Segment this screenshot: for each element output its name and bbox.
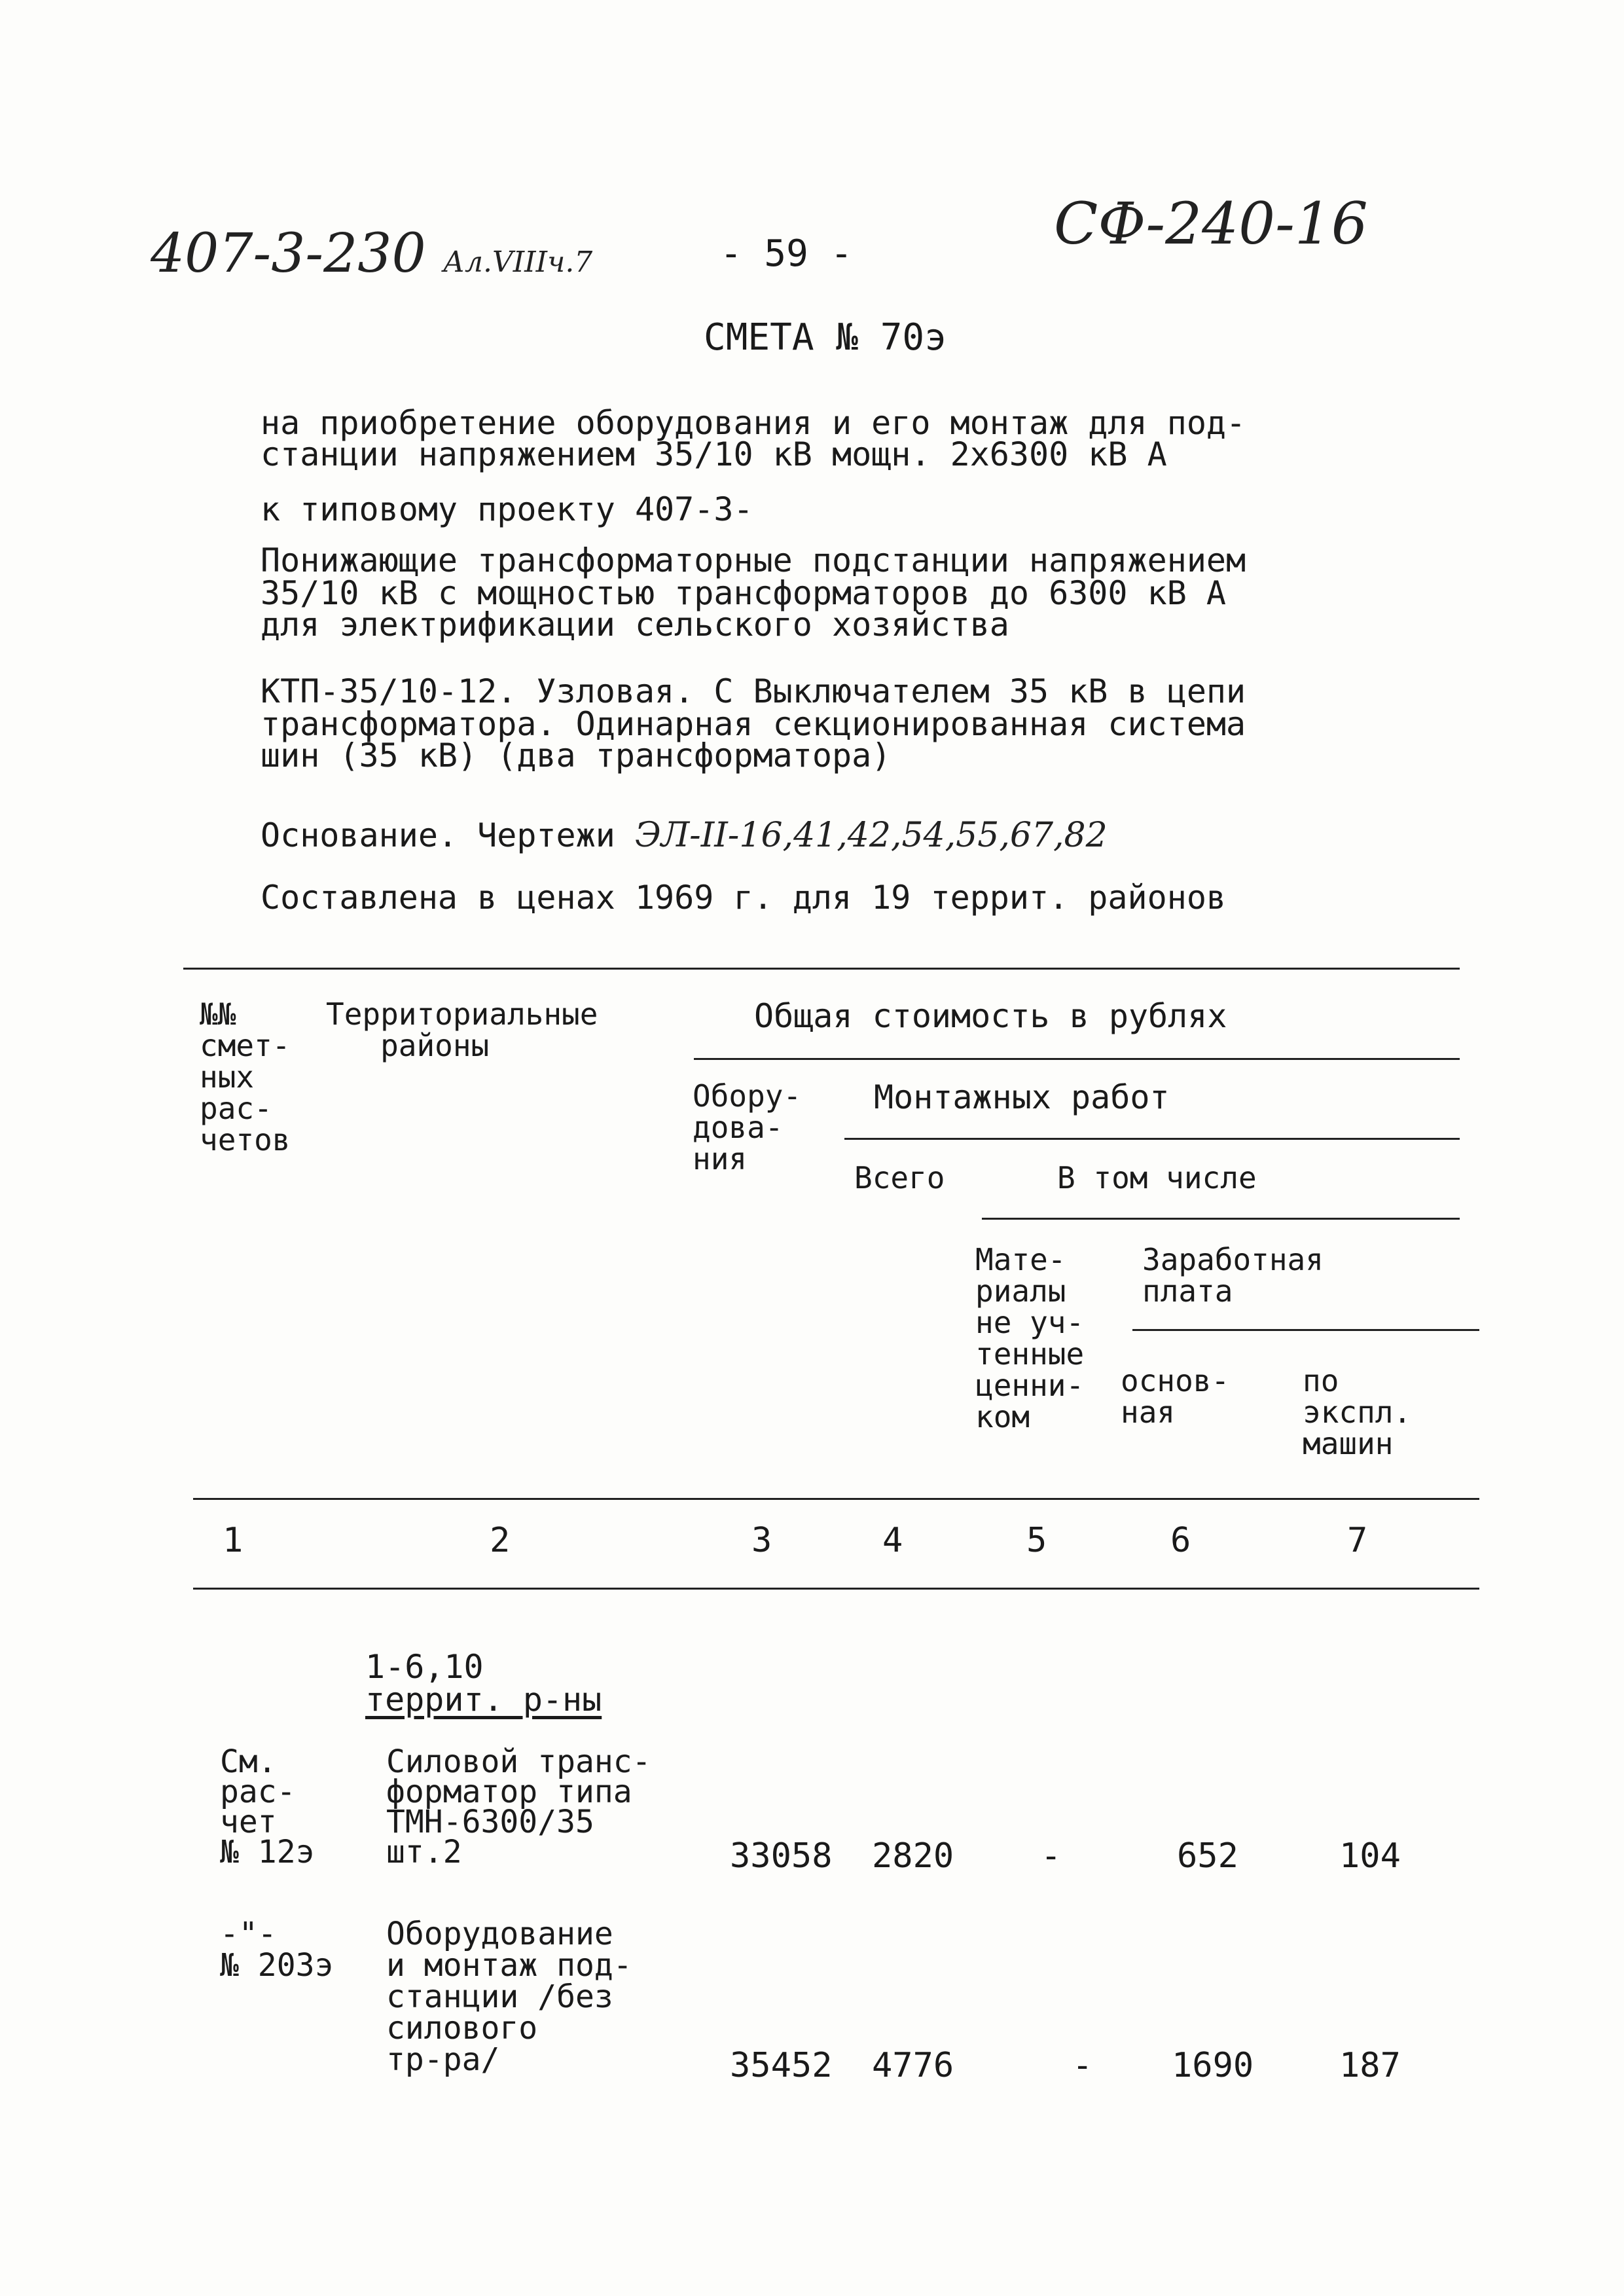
rule-under-installation bbox=[844, 1138, 1460, 1140]
left-suffix-text: Ал.VIIIч.7 bbox=[442, 246, 593, 279]
col-number-4: 4 bbox=[882, 1521, 903, 1560]
page-number: - 59 - bbox=[720, 232, 853, 275]
col-number-6: 6 bbox=[1170, 1521, 1191, 1560]
header-installation: Монтажных работ bbox=[874, 1078, 1170, 1116]
header-materials: Мате- риалы не уч- тенные ценни- ком bbox=[975, 1242, 1085, 1434]
handwritten-code-right: СФ-240-16 bbox=[1054, 190, 1368, 257]
table-row-2-name: Оборудование и монтаж под- станции /без силового тр-ра/ bbox=[386, 1916, 632, 2078]
col-number-2: 2 bbox=[490, 1521, 511, 1560]
handwritten-code-left bbox=[151, 223, 592, 285]
desc-line-9: шин (35 кВ) (два трансформатора) bbox=[261, 737, 892, 774]
table-top-rule bbox=[183, 968, 1460, 970]
rule-under-salary bbox=[1132, 1329, 1479, 1331]
col-number-3: 3 bbox=[751, 1521, 772, 1560]
desc-line-2: станции напряжением 35/10 кВ мощн. 2х6300 кВ А bbox=[261, 435, 1167, 473]
document-title: СМЕТА № 70э bbox=[704, 316, 947, 359]
basis-line bbox=[261, 816, 1108, 855]
table-row-2-materials: - bbox=[1072, 2046, 1093, 2085]
header-salary: Заработная плата bbox=[1142, 1242, 1324, 1309]
col-number-1: 1 bbox=[223, 1521, 244, 1560]
header-including: В том числе bbox=[1057, 1160, 1257, 1195]
table-row-1-total: 2820 bbox=[872, 1836, 954, 1876]
rule-below-col-numbers bbox=[193, 1588, 1479, 1590]
basis-label: Основание. Чертежи bbox=[261, 816, 615, 854]
desc-line-5: 35/10 кВ с мощностью трансформаторов до 6300 кВ А bbox=[261, 574, 1227, 612]
section-regions-range: 1-6,10 bbox=[365, 1648, 484, 1686]
rule-under-total-cost bbox=[694, 1058, 1460, 1060]
table-row-2-equipment: 35452 bbox=[730, 2046, 833, 2085]
table-row-2-total: 4776 bbox=[872, 2046, 954, 2085]
desc-line-7: КТП-35/10-12. Узловая. С Выключателем 35 кВ в цепи bbox=[261, 672, 1246, 710]
header-equipment: Обору- дова- ния bbox=[693, 1078, 802, 1176]
table-row-1-materials: - bbox=[1041, 1836, 1062, 1876]
section-regions-label: террит. р-ны bbox=[365, 1681, 602, 1719]
desc-line-1: на приобретение оборудования и его монтаж для под- bbox=[261, 404, 1246, 442]
left-code-text: 407-3-230 bbox=[151, 223, 426, 285]
desc-line-6: для электрификации сельского хозяйства bbox=[261, 606, 1009, 644]
header-total-cost: Общая стоимость в рублях bbox=[754, 997, 1227, 1035]
header-estimate-number: №№ смет- ных рас- четов bbox=[200, 996, 291, 1157]
table-row-1-name: Силовой транс- форматор типа ТМН-6300/35 шт.2 bbox=[386, 1743, 651, 1870]
table-row-2-ref: -"- № 203э bbox=[220, 1916, 334, 1984]
basis-drawings: ЭЛ-II-16,41,42,54,55,67,82 bbox=[634, 816, 1108, 855]
header-salary-basic: основ- ная bbox=[1121, 1363, 1230, 1430]
desc-line-8: трансформатора. Одинарная секционированная система bbox=[261, 705, 1246, 743]
desc-line-3: к типовому проекту 407-3- bbox=[261, 490, 753, 528]
table-row-1-basic: 652 bbox=[1177, 1836, 1238, 1876]
table-row-1-ref: См. рас- чет № 12э bbox=[220, 1743, 315, 1870]
prices-line: Составлена в ценах 1969 г. для 19 террит. районов bbox=[261, 879, 1227, 917]
col-number-5: 5 bbox=[1026, 1521, 1047, 1560]
table-row-2-basic: 1690 bbox=[1172, 2046, 1254, 2085]
header-salary-machines: по экспл. машин bbox=[1303, 1363, 1412, 1461]
table-row-1-machines: 104 bbox=[1339, 1836, 1401, 1876]
rule-above-col-numbers bbox=[193, 1498, 1479, 1500]
col-number-7: 7 bbox=[1347, 1521, 1368, 1560]
table-row-2-machines: 187 bbox=[1339, 2046, 1401, 2085]
table-row-1-equipment: 33058 bbox=[730, 1836, 833, 1876]
rule-under-including bbox=[982, 1218, 1460, 1220]
header-regions: Территориальные районы bbox=[326, 996, 598, 1063]
header-installation-total: Всего bbox=[854, 1160, 945, 1195]
desc-line-4: Понижающие трансформаторные подстанции напряжением bbox=[261, 541, 1246, 579]
